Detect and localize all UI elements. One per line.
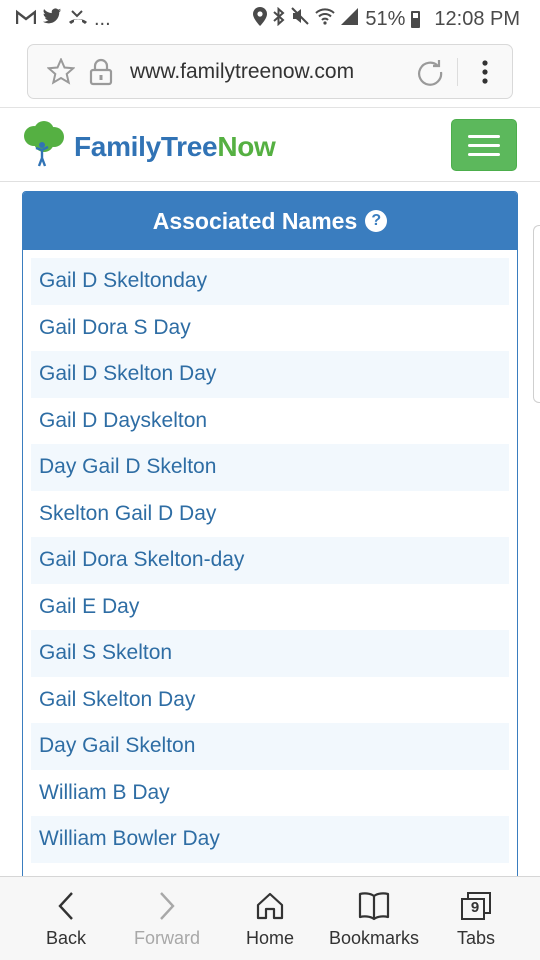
associated-name-link[interactable]: Gail E Day bbox=[39, 594, 140, 618]
status-bar bbox=[0, 0, 540, 38]
status-right bbox=[253, 7, 520, 32]
menu-bar-icon bbox=[468, 144, 500, 147]
site-header bbox=[0, 108, 540, 182]
status-left bbox=[16, 8, 111, 31]
clock: 12:08 PM bbox=[434, 7, 520, 30]
hamburger-menu-button[interactable] bbox=[451, 119, 517, 171]
associated-name-link[interactable]: Gail Dora S Day bbox=[39, 315, 191, 339]
url-separator bbox=[457, 58, 458, 86]
browser-bottom-nav bbox=[0, 876, 540, 960]
associated-name-link[interactable]: William B Day bbox=[39, 780, 170, 804]
panel-header bbox=[23, 192, 517, 250]
twitter-icon bbox=[42, 8, 62, 31]
logo-part-now: Now bbox=[217, 130, 276, 162]
associated-name-link[interactable]: Gail D Skelton Day bbox=[31, 351, 509, 398]
url-text[interactable]: www.familytreenow.com bbox=[130, 59, 355, 83]
address-bar[interactable] bbox=[27, 44, 513, 99]
menu-bar-icon bbox=[468, 153, 500, 156]
reload-icon[interactable] bbox=[415, 57, 445, 87]
battery-percent: 51% bbox=[365, 7, 406, 30]
forward-button[interactable] bbox=[112, 877, 222, 960]
forward-label: Forward bbox=[133, 928, 200, 948]
associated-name-link[interactable]: Gail D Dayskelton bbox=[39, 408, 208, 432]
associated-name-link[interactable]: Gail S Skelton bbox=[31, 630, 509, 677]
gmail-icon bbox=[16, 8, 36, 31]
name-list bbox=[23, 250, 517, 863]
bookmarks-icon bbox=[358, 890, 390, 922]
tree-logo-icon bbox=[20, 120, 68, 173]
associated-name-link[interactable]: Skelton Gail D Day bbox=[39, 501, 217, 525]
associated-name-link[interactable]: Gail Dora Skelton-day bbox=[31, 537, 509, 584]
location-icon bbox=[253, 7, 267, 32]
menu-bar-icon bbox=[468, 135, 500, 138]
wifi-icon bbox=[315, 7, 335, 31]
tabs-button[interactable] bbox=[430, 877, 522, 960]
associated-name-link[interactable]: Gail D Skeltonday bbox=[31, 258, 509, 305]
home-icon bbox=[255, 890, 285, 922]
help-icon[interactable]: ? bbox=[365, 210, 387, 232]
tabs-icon bbox=[460, 890, 492, 922]
bookmarks-button[interactable] bbox=[318, 877, 430, 960]
associated-names-panel bbox=[22, 191, 518, 911]
associated-name-link[interactable]: Day Gail Skelton bbox=[31, 723, 509, 770]
forward-arrow-icon bbox=[158, 890, 176, 922]
back-arrow-icon bbox=[57, 890, 75, 922]
side-panel-handle[interactable] bbox=[533, 225, 540, 403]
home-label: Home bbox=[245, 928, 294, 948]
home-button[interactable] bbox=[222, 877, 318, 960]
tabs-count: 9 bbox=[470, 899, 480, 916]
battery-icon bbox=[411, 11, 420, 28]
bookmarks-label: Bookmarks bbox=[328, 928, 420, 948]
logo-part-familytree: FamilyTree bbox=[74, 130, 218, 162]
associated-name-link[interactable]: Day Gail D Skelton bbox=[31, 444, 509, 491]
back-label: Back bbox=[45, 928, 87, 948]
back-button[interactable] bbox=[20, 877, 112, 960]
logo-wordmark bbox=[74, 131, 276, 163]
missed-call-icon bbox=[68, 8, 88, 31]
lock-icon bbox=[86, 57, 116, 87]
associated-name-link[interactable]: Gail Skelton Day bbox=[39, 687, 196, 711]
more-vert-icon[interactable] bbox=[470, 57, 500, 87]
star-icon[interactable] bbox=[46, 57, 76, 87]
site-logo[interactable] bbox=[20, 120, 276, 173]
more-dots-icon: ... bbox=[94, 7, 111, 30]
tabs-label: Tabs bbox=[456, 928, 496, 948]
panel-title: Associated Names bbox=[152, 207, 358, 234]
signal-icon bbox=[341, 8, 359, 31]
associated-name-link[interactable]: William Bowler Day bbox=[31, 816, 509, 863]
mute-icon bbox=[291, 7, 309, 31]
bluetooth-icon bbox=[273, 7, 285, 32]
